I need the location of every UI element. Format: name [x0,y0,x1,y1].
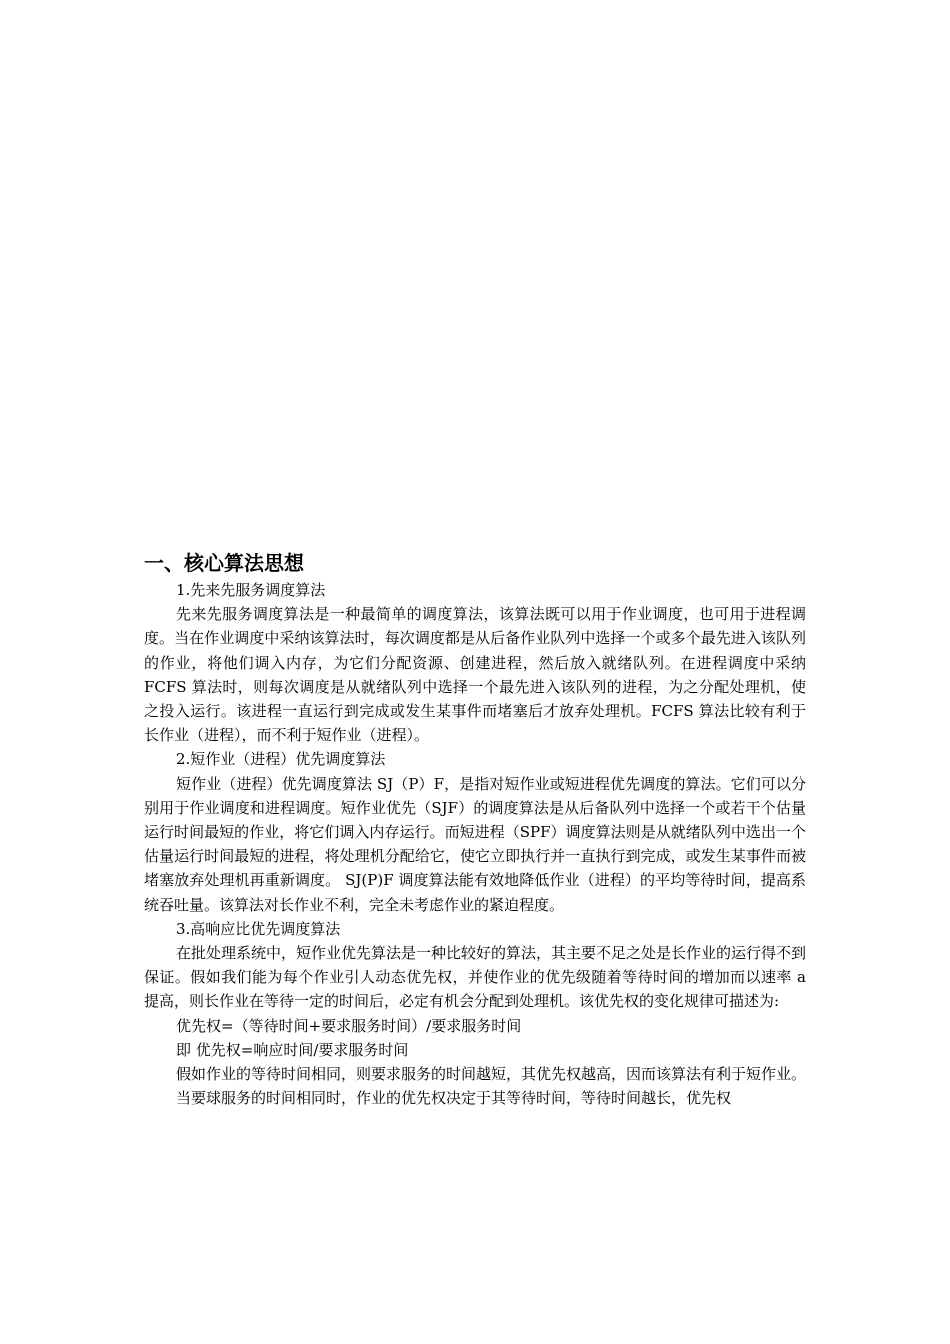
section-heading: 一、核心算法思想 [144,551,304,575]
priority-formula: 优先权=（等待时间+要求服务时间）/要求服务时间 [176,1016,522,1035]
fcfs-paragraph: 先来先服务调度算法是一种最简单的调度算法，该算法既可以用于作业调度，也可用于进程调度。当在作业调度中采纳该算法时，每次调度都是从后备作业队列中选择一个或多个最先进入该队列的作业，将他们调入内存，为它们分配资源、创建进程，然后放入就绪队列。在进程调度中采纳 FCFS 算法时，则每次调度是从就绪队列中选择一个最先进入该队列的进程，为之分配处理机，使之投入运行。该进程一直运行到完成或发生某事件而堵塞后才放弃处理机。FCFS 算法比较有利于长作业（进程），而不利于短作业（进程）。 [144,605,806,745]
hrrn-paragraph-3: 当要球服务的时间相同时，作业的优先权决定于其等待时间，等待时间越长，优先权 [176,1089,732,1108]
sjf-title: 2.短作业（进程）优先调度算法 [176,750,386,769]
fcfs-title: 1.先来先服务调度算法 [176,581,326,599]
document-body [144,548,806,1110]
sjf-paragraph: 短作业（进程）优先调度算法 SJ（P）F，是指对短作业或短进程优先调度的算法。它们可以分别用于作业调度和进程调度。短作业优先（SJF）的调度算法是从后备队列中选择一个或若干个估量运行时间最短的作业，将它们调入内存运行。而短进程（SPF）调度算法则是从就绪队列中选出一个估量运行时间最短的进程，将处理机分配给它，使它立即执行并一直执行到完成，或发生某事件而被堵塞放弃处理机再重新调度。 SJ(P)F 调度算法能有效地降低作业（进程）的平均等待时间，提高系统吞吐量。该算法对长作业不利，完全未考虑作业的紧迫程度。 [144,774,806,914]
priority-formula-simplified: 即 优先权=响应时间/要求服务时间 [176,1040,409,1059]
hrrn-paragraph: 在批处理系统中，短作业优先算法是一种比较好的算法，其主要不足之处是长作业的运行得不到保证。假如我们能为每个作业引人动态优先权，并使作业的优先级随着等待时间的增加而以速率 a 提高，则长作业在等待一定的时间后，必定有机会分配到处理机。该优先权的变化规律可描述为: [144,944,807,1011]
hrrn-title: 3.高响应比优先调度算法 [176,919,341,938]
hrrn-paragraph-2: 假如作业的等待时间相同，则要求服务的时间越短，其优先权越高，因而该算法有利于短作业。 [176,1065,807,1084]
